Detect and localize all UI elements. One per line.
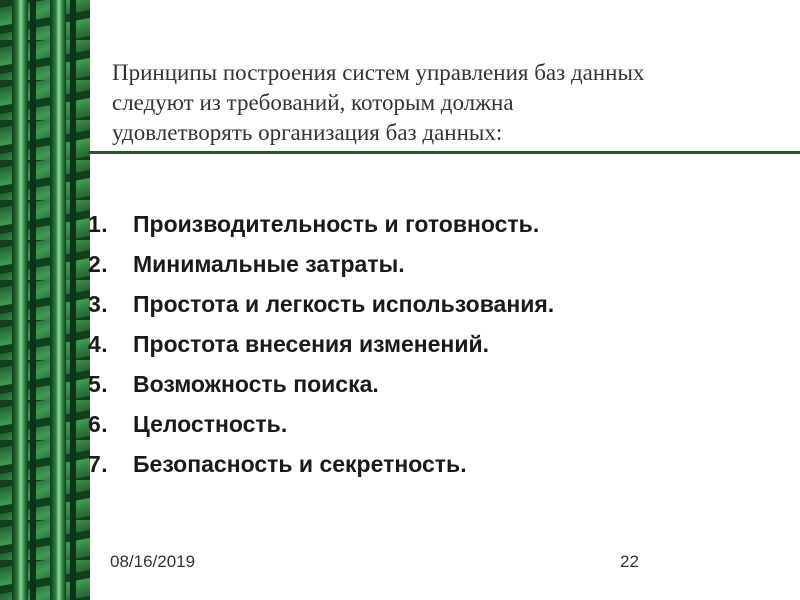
list-item — [88, 284, 554, 324]
principles-list — [88, 204, 554, 484]
horizontal-divider — [88, 151, 800, 154]
list-item-text: Возможность поиска. — [133, 370, 379, 397]
list-item-number: 1. — [88, 210, 109, 237]
list-item-number: 5. — [88, 370, 109, 397]
footer-date: 08/16/2019 — [110, 552, 196, 571]
list-item — [88, 204, 554, 244]
list-item-text: Простота внесения изменений. — [133, 330, 489, 357]
list-item-text: Безопасность и секретность. — [133, 450, 467, 477]
slide-intro-text — [112, 58, 772, 148]
footer-page-number: 22 — [620, 552, 639, 571]
decorative-ribbon-border — [0, 0, 90, 600]
intro-line: удовлетворять организация баз данных: — [112, 120, 503, 145]
list-item-number: 4. — [88, 330, 109, 357]
list-item-number: 6. — [88, 410, 109, 437]
list-item — [88, 364, 554, 404]
list-item-number: 7. — [88, 450, 109, 477]
list-item — [88, 244, 554, 284]
list-item-text: Производительность и готовность. — [133, 210, 540, 237]
list-item — [88, 404, 554, 444]
intro-line: Принципы построения систем управления баз данных — [112, 60, 645, 85]
list-item-number: 3. — [88, 290, 109, 317]
list-item — [88, 444, 554, 484]
list-item-number: 2. — [88, 250, 109, 277]
list-item-text: Минимальные затраты. — [133, 250, 405, 277]
list-item-text: Целостность. — [133, 410, 288, 437]
list-item-text: Простота и легкость использования. — [133, 290, 555, 317]
list-item — [88, 324, 554, 364]
intro-line: следуют из требований, которым должна — [112, 90, 514, 115]
